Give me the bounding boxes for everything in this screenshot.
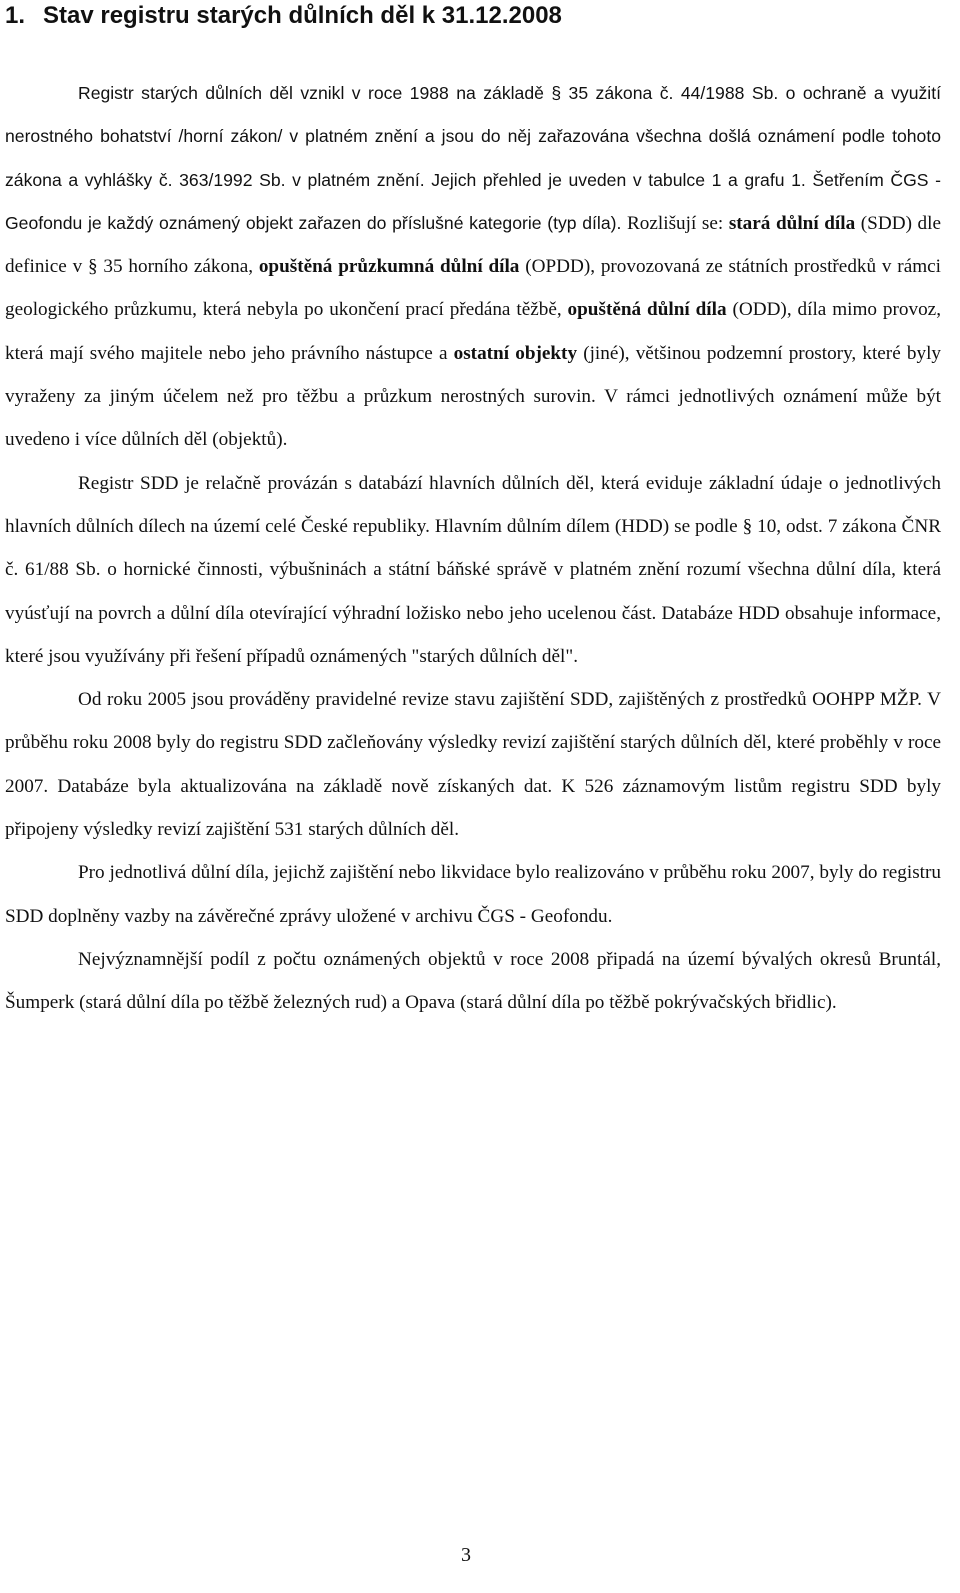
- document-page: [5, 0, 941, 1025]
- paragraph-revisions: Od roku 2005 jsou prováděny pravidelné revize stavu zajištění SDD, zajištěných z prostředků OOHPP MŽP. V průběhu roku 2008 byly do registru SDD začleňovány výsledky revizí zajištění starých důlních děl, které proběhly v roce 2007. Databáze byla aktualizována na základě nově získaných dat. K 526 záznamovým listům registru SDD byly připojeny výsledky revizí zajištění 531 starých důlních děl.: [5, 689, 941, 841]
- term-other-objects: ostatní objekty: [453, 342, 578, 364]
- paragraph-registry-overview: [5, 72, 941, 462]
- paragraph-text: (SDD) dle definice v § 35 horního zákona,: [5, 212, 941, 278]
- paragraph-text: Rozlišují se:: [621, 212, 729, 234]
- section-number: 1.: [5, 2, 26, 29]
- paragraph-text: (OPDD), provozovaná ze státních prostředků v rámci geologického průzkumu, která nebyla po ukončení prací předána těžbě,: [5, 256, 941, 321]
- section-heading: [5, 2, 941, 30]
- section-title: Stav registru starých důlních děl k 31.12.2008: [43, 2, 562, 29]
- term-opdd: opuštěná průzkumná důlní díla: [258, 256, 520, 278]
- term-sdd: stará důlní díla: [728, 212, 856, 234]
- term-odd: opuštěná důlní díla: [567, 299, 727, 321]
- paragraph-final-reports: Pro jednotlivá důlní díla, jejichž zajištění nebo likvidace bylo realizováno v průběhu roku 2007, byly do registru SDD doplněny vazby na závěrečné zprávy uložené v archivu ČGS - Geofondu.: [5, 862, 941, 927]
- paragraph-districts: Nejvýznamnější podíl z počtu oznámených objektů v roce 2008 připadá na území bývalých okresů Bruntál, Šumperk (stará důlní díla po těžbě železných rud) a Opava (stará důlní díla po těžbě pokrývačských břidlic).: [5, 948, 941, 1014]
- page-number: 3: [461, 1544, 471, 1566]
- paragraph-intro-text: Registr starých důlních děl vznikl v roce 1988 na základě § 35 zákona č. 44/1988 Sb. o ochraně a využití nerostného bohatství /horní zákon/ v platném znění a jsou do něj zařazována všechna došlá oznámení podle tohoto zákona a vyhlášky č. 363/1992 Sb. v platném znění. Jejich přehled je uveden v tabulce 1 a grafu 1. Šetřením ČGS - Geofondu je každý oznámený objekt zařazen do příslušné kategorie (typ díla).: [5, 83, 941, 233]
- paragraph-text: (ODD), díla mimo provoz, která mají svého majitele nebo jeho právního nástupce a: [5, 299, 941, 364]
- paragraph-text: (jiné), většinou podzemní prostory, které byly vyraženy za jiným účelem než pro těžbu a průzkum nerostných surovin. V rámci jednotlivých oznámení může být uvedeno i více důlních děl (objektů).: [5, 342, 941, 451]
- paragraph-hdd-database: Registr SDD je relačně provázán s databází hlavních důlních děl, která eviduje základní údaje o jednotlivých hlavních důlních dílech na území celé České republiky. Hlavním důlním dílem (HDD) se podle § 10, odst. 7 zákona ČNR č. 61/88 Sb. o hornické činnosti, výbušninách a státní báňské správě v platném znění rozumí všechna důlní díla, která vyúsťují na povrch a důlní díla otevírající výhradní ložisko nebo jeho ucelenou část. Databáze HDD obsahuje informace, které jsou využívány při řešení případů oznámených "starých důlních děl".: [5, 472, 941, 667]
